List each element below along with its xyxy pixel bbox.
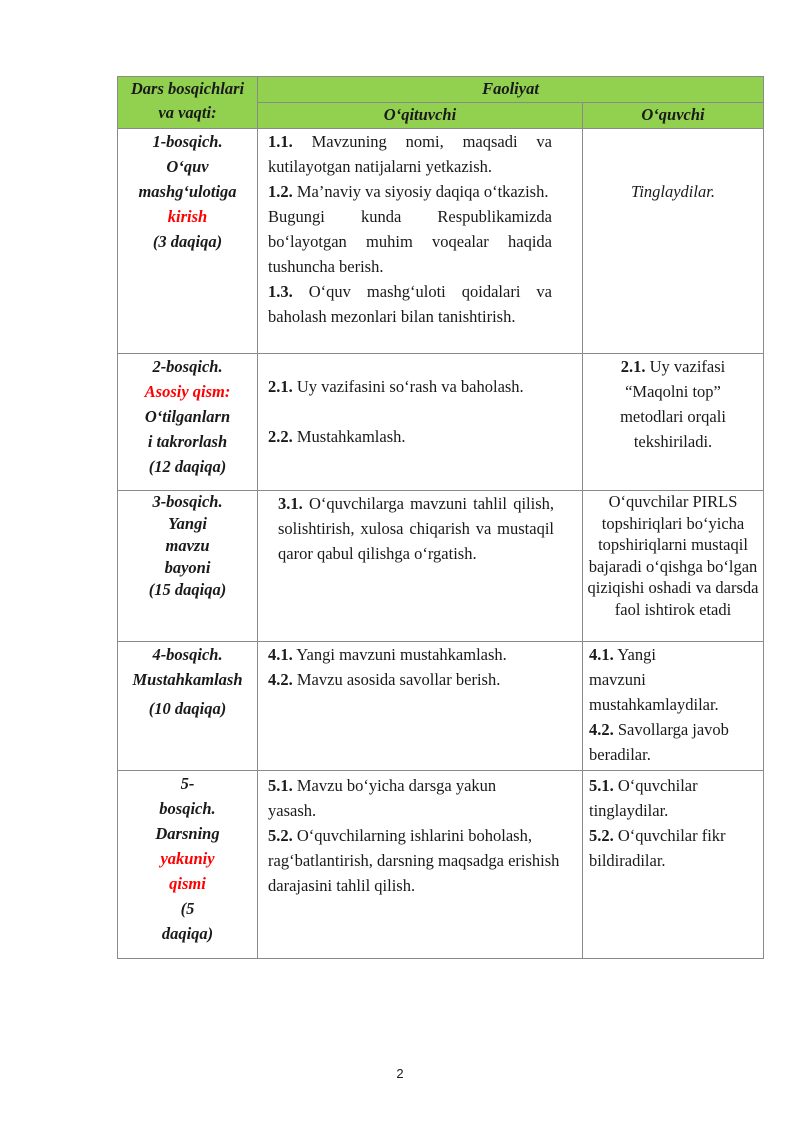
student-header: O‘quvchi (583, 103, 764, 129)
item-number: 1.2. (268, 182, 293, 201)
stage-cell (118, 491, 258, 642)
page-number: 2 (396, 1066, 404, 1081)
item-number: 4.2. (589, 720, 614, 739)
teacher-item (268, 667, 576, 692)
table-row (118, 129, 764, 354)
student-item (589, 642, 719, 717)
teacher-cell (258, 354, 583, 491)
table-row (118, 491, 764, 642)
stage-label: 3-bosqich. (152, 492, 223, 511)
stage-header-line1: Dars bosqichlari (130, 79, 245, 98)
teacher-item (268, 279, 552, 329)
item-number: 5.1. (589, 776, 614, 795)
student-cell (583, 129, 764, 354)
stage-column-header (118, 77, 258, 129)
stage-cell (118, 129, 258, 354)
item-text: Mustahkamlash. (296, 427, 406, 446)
stage-duration: (12 daqiqa) (148, 457, 227, 476)
table-row (118, 354, 764, 491)
item-number: 2.1. (620, 357, 646, 376)
teacher-cell (258, 642, 583, 771)
item-text: Yangi mavzuni mustahkamlash. (296, 645, 507, 664)
stage-label: 4-bosqich. (152, 645, 223, 664)
item-number: 1.1. (268, 132, 293, 151)
stage-label: Darsning (155, 824, 220, 843)
stage-label: Yangi (168, 514, 207, 533)
stage-duration: (5 (180, 899, 195, 918)
student-item (589, 773, 719, 823)
stage-label: Mustahkamlash (132, 670, 243, 689)
teacher-cell (258, 129, 583, 354)
teacher-item (268, 642, 576, 667)
stage-cell (118, 771, 258, 959)
item-number: 3.1. (278, 494, 303, 513)
student-cell (583, 642, 764, 771)
student-item (589, 823, 757, 873)
item-text: O‘quv mashg‘uloti qoidalari va baholash mezonlari bilan tanishtirish. (268, 282, 552, 326)
item-number: 4.2. (268, 670, 293, 689)
item-text: O‘quvchilarning ishlarini boholash, rag‘batlantirish, darsning maqsadga erishish darajasini tahlil qilish. (268, 826, 560, 895)
item-text: Mavzu bo‘yicha darsga yakun yasash. (268, 776, 497, 820)
item-number: 4.1. (268, 645, 293, 664)
teacher-cell (258, 771, 583, 959)
student-cell (583, 771, 764, 959)
item-text: O‘quvchilarga mavzuni tahlil qilish, solishtirish, xulosa chiqarish va mustaqil qaror qabul qilishga o‘rgatish. (278, 494, 554, 563)
student-text: Savollarga javob beradilar. (589, 720, 729, 764)
item-number: 5.2. (268, 826, 293, 845)
item-text: Mavzuning nomi, maqsadi va kutilayotgan natijalarni yetkazish. (268, 132, 552, 176)
student-text: Yangi mavzuni mustahkamlaydilar. (589, 645, 719, 714)
stage-header-line2: va vaqti: (158, 103, 217, 122)
stage-duration: (3 daqiqa) (152, 232, 223, 251)
stage-duration: (10 daqiqa) (148, 699, 227, 718)
teacher-item (268, 129, 552, 179)
teacher-item (268, 424, 576, 449)
stage-label: O‘quv (166, 157, 209, 176)
teacher-item (268, 823, 576, 898)
item-number: 4.1. (589, 645, 614, 664)
stage-label: i takrorlash (147, 432, 228, 451)
item-number: 2.2. (268, 427, 293, 446)
teacher-item (268, 773, 538, 823)
student-text: Uy vazifasi “Maqolni top” metodlari orqali tekshiriladi. (620, 357, 726, 451)
stage-cell (118, 642, 258, 771)
stage-label: mavzu (165, 536, 210, 555)
item-number: 5.1. (268, 776, 293, 795)
activity-header: Faoliyat (258, 77, 764, 103)
item-text: Ma’naviy va siyosiy daqiqa o‘tkazish. (296, 182, 549, 201)
student-item (589, 717, 759, 767)
item-number: 5.2. (589, 826, 614, 845)
student-cell (583, 491, 764, 642)
lesson-plan-table (117, 76, 764, 959)
stage-label: 1-bosqich. (152, 132, 223, 151)
student-text: Tinglaydilar. (631, 182, 715, 201)
stage-label: O‘tilganlarn (144, 407, 231, 426)
table-row (118, 642, 764, 771)
item-number: 1.3. (268, 282, 293, 301)
stage-label: bosqich. (159, 799, 216, 818)
item-text: Uy vazifasini so‘rash va baholash. (296, 377, 524, 396)
teacher-item (268, 204, 552, 279)
stage-label-red: qismi (169, 874, 206, 893)
teacher-header: O‘qituvchi (258, 103, 583, 129)
item-number: 2.1. (268, 377, 293, 396)
stage-label-red: Asosiy qism: (144, 382, 231, 401)
stage-label: mashg‘ulotiga (138, 182, 237, 201)
item-text: Bugungi kunda Respublikamizda bo‘layotgan muhim voqealar haqida tushuncha berish. (268, 207, 552, 276)
stage-duration: (15 daqiqa) (148, 580, 227, 599)
table-row (118, 771, 764, 959)
student-text: O‘quvchilar fikr bildiradilar. (589, 826, 726, 870)
stage-label-red: kirish (167, 207, 208, 226)
student-cell (583, 354, 764, 491)
stage-label: 5- (180, 774, 195, 793)
stage-duration: daqiqa) (161, 924, 214, 943)
stage-cell (118, 354, 258, 491)
student-text: O‘quvchilar PIRLS topshiriqlari bo‘yicha topshiriqlarni mustaqil bajaradi o‘qishga bo‘lgan qiziqishi oshadi va darsda faol ishtirok etadi (587, 492, 759, 619)
stage-label-red: yakuniy (160, 849, 215, 868)
stage-label: bayoni (164, 558, 211, 577)
student-text: O‘quvchilar tinglaydilar. (589, 776, 698, 820)
teacher-item (268, 374, 576, 399)
stage-label: 2-bosqich. (152, 357, 223, 376)
teacher-cell (258, 491, 583, 642)
item-text: Mavzu asosida savollar berish. (296, 670, 501, 689)
header-row (118, 77, 764, 103)
teacher-item (268, 179, 552, 204)
